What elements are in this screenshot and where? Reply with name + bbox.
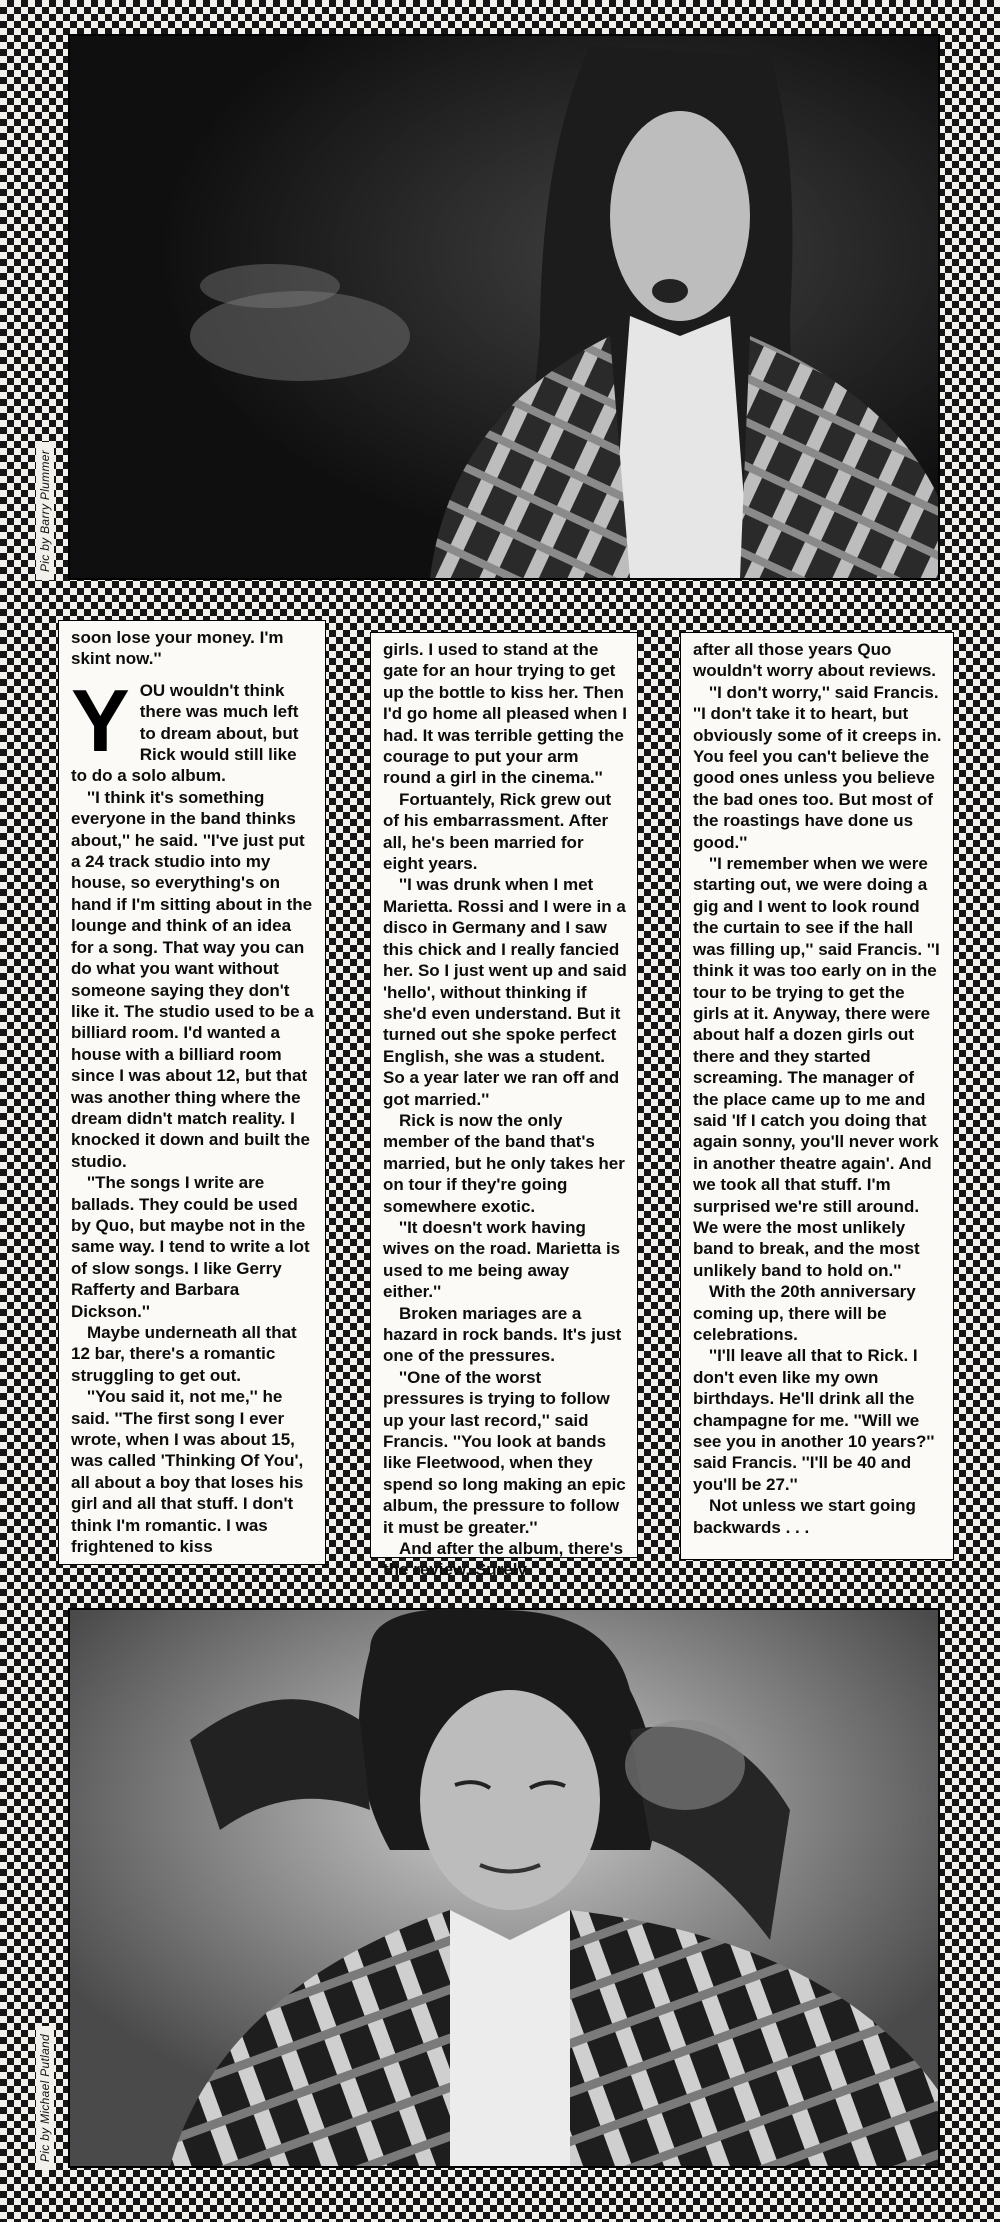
paragraph: ''You said it, not me,'' he said. ''The first song I ever wrote, when I was about 15, was called 'Thinking Of You', all about a boy that loses his girl and all that stuff. I don't think I'm romantic. I was frightened to kiss: [71, 1387, 304, 1557]
article-column-1: [58, 620, 326, 1565]
paragraph: ''I was drunk when I met Marietta. Rossi and I were in a disco in Germany and I saw this chick and I really fancied her. So I just went up and said 'hello', without thinking if she'd even understand. But it turned out she spoke perfect English, she was a student. So a year later we ran off and got married.'': [383, 875, 627, 1109]
paragraph: ''One of the worst pressures is trying to follow up your last record,'' said Francis. ''You look at bands like Fleetwood, when they spend so long making an epic album, the pressure to follow it must be greater.'': [383, 1367, 626, 1537]
photo-credit-top: Pic by Barry Plummer: [36, 442, 54, 580]
paragraph: With the 20th anniversary coming up, there will be celebrations.: [693, 1282, 916, 1344]
photo-bottom-image: [70, 1610, 938, 2166]
paragraph: Rick is now the only member of the band that's married, but he only takes her on tour if they're going somewhere exotic.: [383, 1110, 625, 1216]
paragraph: after all those years Quo wouldn't worry about reviews.: [693, 640, 937, 681]
paragraph: ''I think it's something everyone in the band thinks about,'' he said. ''I've just put a 24 track studio into my house, so everything's on hand if I'm sitting about in the lounge and think of an idea for a song. That way you can do what you want without someone saying they don't like it. The studio used to be a billiard room. I'd wanted a house with a billiard room since I was about 12, but that was another thing where the dream didn't match reality. I knocked it down and built the studio.: [71, 787, 314, 1171]
paragraph: Maybe underneath all that 12 bar, there's a romantic struggling to get out.: [71, 1323, 297, 1385]
photo-top: [68, 34, 940, 580]
article-column-2: [370, 632, 638, 1580]
intro-paragraph: [71, 670, 315, 787]
paragraph: Not unless we start going backwards . . .: [693, 1496, 916, 1537]
paragraph: ''It doesn't work having wives on the road. Marietta is used to me being away either.'': [383, 1217, 621, 1302]
paragraph: Fortuantely, Rick grew out of his embarrassment. After all, he's been married for eight years.: [383, 789, 612, 874]
photo-bottom: [68, 1608, 940, 2168]
drop-cap: Y: [71, 670, 130, 770]
paragraph: girls. I used to stand at the gate for an hour trying to get up the bottle to kiss her. Then I'd go home all pleased when I had. It was terrible getting the courage to put your arm round a girl in the cinema.'': [383, 640, 627, 788]
paragraph: ''I don't worry,'' said Francis. ''I don't take it to heart, but obviously some of it creeps in. You feel you can't believe the good ones unless you believe the bad ones too. But most of the roastings have done us good.'': [693, 682, 942, 852]
article-column-3: [680, 632, 954, 1560]
photo-credit-bottom: Pic by Michael Putland: [36, 2026, 54, 2170]
paragraph: ''I remember when we were starting out, we were doing a gig and I went to look round the curtain to see if the hall was filling up,'' said Francis. ''I think it was too early on in the tour to be trying to get the girls at it. Anyway, there were about half a dozen girls out there and they started screaming. The manager of the place came up to me and said 'If I catch you doing that again sonny, you'll never work in another theatre again'. And we took all that stuff. I'm surprised we're still around. We were the most unlikely band to break, and the most unlikely band to hold on.'': [693, 854, 940, 1280]
paragraph: Broken mariages are a hazard in rock bands. It's just one of the pressures.: [383, 1303, 622, 1366]
paragraph: And after the album, there's the review. Surely: [383, 1539, 624, 1580]
paragraph: soon lose your money. I'm skint now.'': [71, 628, 284, 669]
paragraph: ''I'll leave all that to Rick. I don't even like my own birthdays. He'll drink all the champagne for me. ''Will we see you in another 10 years?'' said Francis. ''I'll be 40 and you'll be 27.'': [693, 1346, 935, 1494]
photo-top-image: [70, 36, 938, 578]
intro-text: OU wouldn't think there was much left to dream about, but Rick would still like to do a solo album.: [71, 680, 299, 786]
paragraph: ''The songs I write are ballads. They could be used by Quo, but maybe not in the same way. I tend to write a lot of slow songs. I like Gerry Rafferty and Barbara Dickson.'': [71, 1173, 310, 1321]
